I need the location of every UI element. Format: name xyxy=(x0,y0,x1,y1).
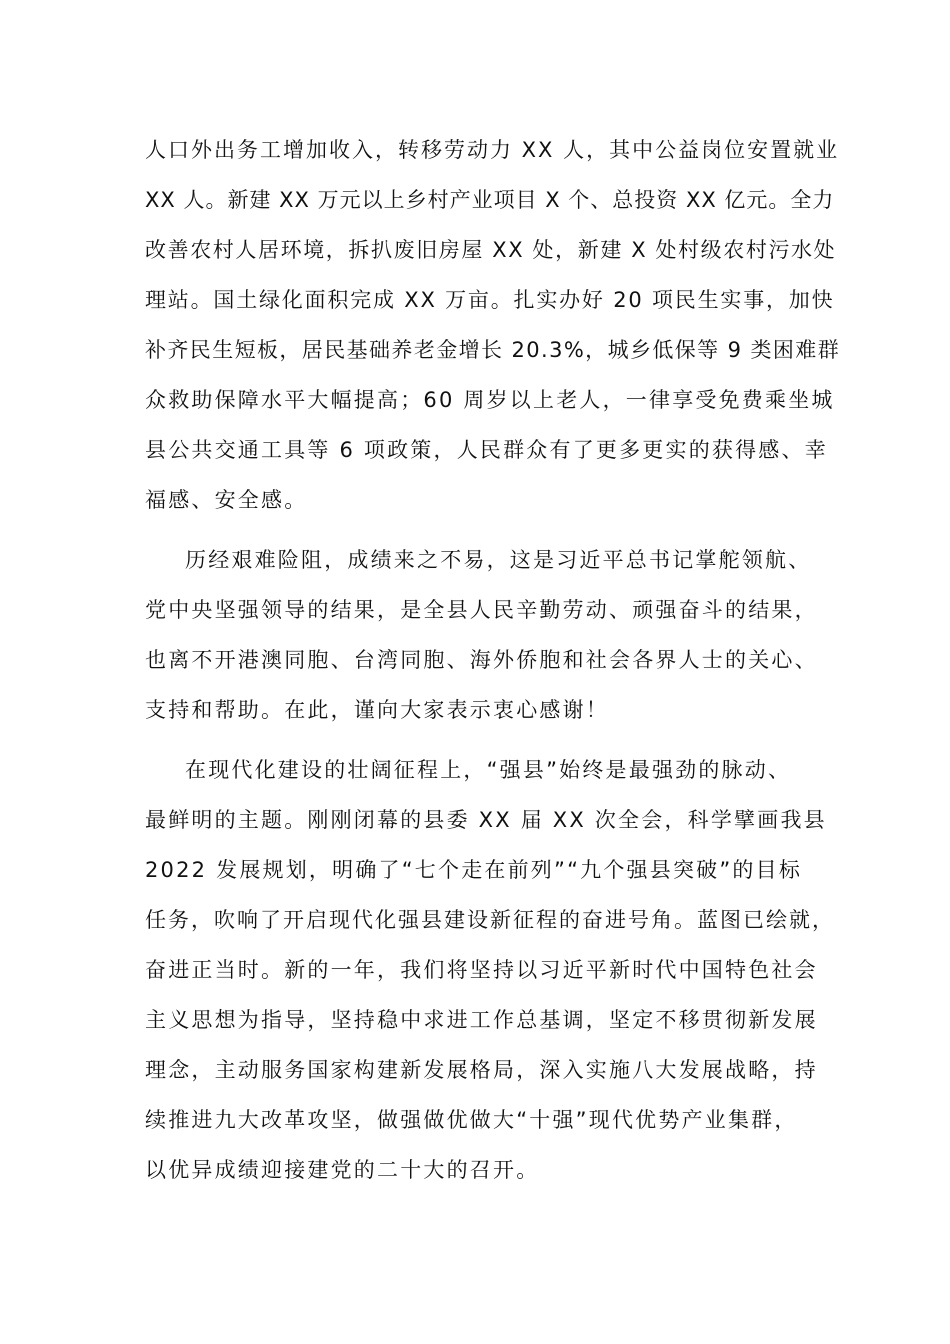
paragraph-1-line-7: 县公共交通工具等 6 项政策，人民群众有了更多更实的获得感、幸 xyxy=(145,438,828,462)
paragraph-2-line-4: 支持和帮助。在此，谨向大家表示衷心感谢！ xyxy=(145,698,609,722)
paragraph-3-line-5: 奋进正当时。新的一年，我们将坚持以习近平新时代中国特色社会 xyxy=(145,958,818,982)
paragraph-1-line-3: 改善农村人居环境，拆扒废旧房屋 XX 处，新建 X 处村级农村污水处 xyxy=(145,238,837,262)
paragraph-3-line-2: 最鲜明的主题。刚刚闭幕的县委 XX 届 XX 次全会，科学擘画我县 xyxy=(145,808,827,832)
paragraph-1-line-8: 福感、安全感。 xyxy=(145,488,308,512)
paragraph-2-line-3: 也离不开港澳同胞、台湾同胞、海外侨胞和社会各界人士的关心、 xyxy=(145,648,818,672)
paragraph-3-line-6: 主义思想为指导，坚持稳中求进工作总基调，坚定不移贯彻新发展 xyxy=(145,1008,818,1032)
paragraph-3-line-8: 续推进九大改革攻坚，做强做优做大“十强”现代优势产业集群， xyxy=(145,1108,798,1132)
paragraph-2-line-2: 党中央坚强领导的结果，是全县人民辛勤劳动、顽强奋斗的结果， xyxy=(145,598,818,622)
paragraph-3-line-1: 在现代化建设的壮阔征程上，“强县”始终是最强劲的脉动、 xyxy=(185,758,792,782)
paragraph-3-line-3: 2022 发展规划，明确了“七个走在前列”“九个强县突破”的目标 xyxy=(145,858,803,882)
paragraph-1-line-2: XX 人。新建 XX 万元以上乡村产业项目 X 个、总投资 XX 亿元。全力 xyxy=(145,188,835,212)
paragraph-1-line-1: 人口外出务工增加收入，转移劳动力 XX 人，其中公益岗位安置就业 xyxy=(145,138,840,162)
paragraph-1-line-5: 补齐民生短板，居民基础养老金增长 20.3%，城乡低保等 9 类困难群 xyxy=(145,338,841,362)
paragraph-3-line-4: 任务，吹响了开启现代化强县建设新征程的奋进号角。蓝图已绘就， xyxy=(145,908,835,932)
paragraph-1-line-6: 众救助保障水平大幅提高；60 周岁以上老人，一律享受免费乘坐城 xyxy=(145,388,835,412)
paragraph-3-line-7: 理念，主动服务国家构建新发展格局，深入实施八大发展战略，持 xyxy=(145,1058,818,1082)
paragraph-3-line-9: 以优异成绩迎接建党的二十大的召开。 xyxy=(145,1158,540,1182)
paragraph-2-line-1: 历经艰难险阻，成绩来之不易，这是习近平总书记掌舵领航、 xyxy=(185,548,812,572)
paragraph-1-line-4: 理站。国土绿化面积完成 XX 万亩。扎实办好 20 项民生实事，加快 xyxy=(145,288,835,312)
